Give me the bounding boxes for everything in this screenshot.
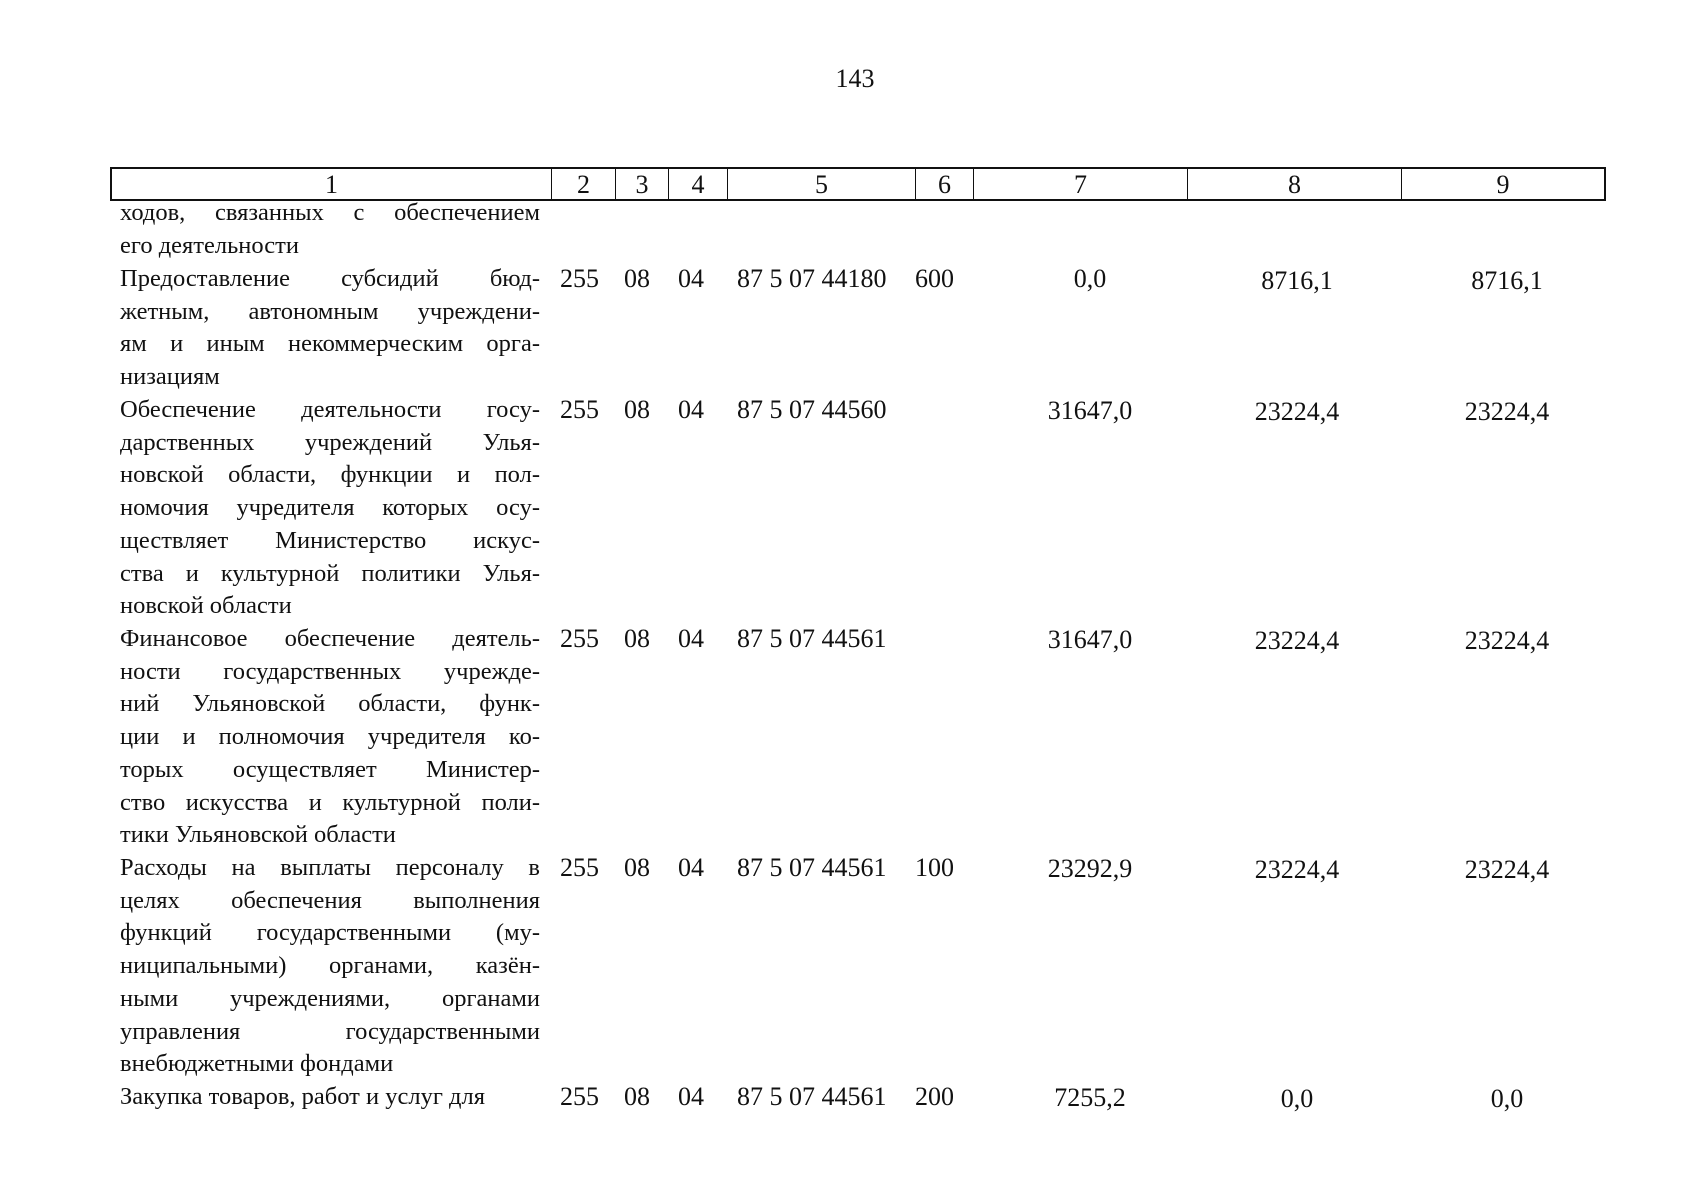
description-line: Обеспечение деятельности госу- (120, 396, 540, 423)
row-description (120, 1081, 540, 1114)
header-col-5: 5 (728, 169, 916, 199)
description-line: Предоставление субсидий бюд- (120, 265, 540, 292)
header-col-3: 3 (616, 169, 669, 199)
description-line: его деятельности (120, 231, 299, 259)
row-description (120, 263, 540, 394)
cell-amount-col7: 0,0 (1073, 264, 1107, 293)
cell-ministry-code: 255 (560, 264, 599, 293)
cell-subsection: 04 (678, 853, 704, 882)
description-line: ям и иным некоммерческим орга- (120, 330, 540, 358)
cell-section: 08 (624, 853, 650, 882)
cell-amount-col9: 23224,4 (1464, 626, 1550, 655)
table-header (110, 167, 1606, 201)
cell-amount-col9: 0,0 (1490, 1084, 1524, 1113)
cell-ministry-code: 255 (560, 853, 599, 882)
description-line: торых осуществляет Министер- (120, 755, 540, 783)
description-line: тики Ульяновской области (120, 821, 396, 849)
cell-amount-col9: 23224,4 (1464, 397, 1550, 426)
description-line: номочия учредителя которых осу- (120, 494, 540, 522)
description-line: ство искусства и культурной поли- (120, 788, 540, 816)
cell-expense-type: 600 (915, 264, 954, 293)
header-col-7: 7 (974, 169, 1188, 199)
cell-target-article: 87 5 07 44180 (737, 264, 887, 293)
row-description (120, 197, 540, 262)
cell-amount-col8: 0,0 (1280, 1084, 1314, 1113)
header-col-4: 4 (669, 169, 728, 199)
cell-subsection: 04 (678, 395, 704, 424)
description-line: ществляет Министерство искус- (120, 526, 540, 554)
cell-ministry-code: 255 (560, 395, 599, 424)
description-line: ства и культурной политики Улья- (120, 559, 540, 587)
description-line: ности государственных учрежде- (120, 657, 540, 685)
cell-amount-col8: 23224,4 (1254, 855, 1340, 884)
cell-subsection: 04 (678, 624, 704, 653)
header-col-1: 1 (112, 169, 552, 199)
cell-ministry-code: 255 (560, 1082, 599, 1111)
cell-ministry-code: 255 (560, 624, 599, 653)
cell-amount-col7: 31647,0 (1047, 396, 1133, 425)
cell-section: 08 (624, 395, 650, 424)
cell-amount-col7: 31647,0 (1047, 625, 1133, 654)
cell-target-article: 87 5 07 44561 (737, 624, 887, 653)
description-line: жетным, автономным учреждени- (120, 297, 540, 325)
description-line: дарственных учреждений Улья- (120, 428, 540, 456)
header-col-9: 9 (1496, 170, 1510, 199)
row-description (120, 852, 540, 1081)
row-description (120, 623, 540, 852)
description-line: управления государственными (120, 1017, 540, 1045)
header-col-8: 8 (1188, 169, 1402, 199)
cell-amount-col8: 8716,1 (1261, 266, 1333, 295)
cell-subsection: 04 (678, 264, 704, 293)
description-line: Закупка товаров, работ и услуг для (120, 1083, 485, 1110)
cell-amount-col9: 8716,1 (1471, 266, 1543, 295)
description-line: ний Ульяновской области, функ- (120, 690, 540, 718)
header-col-6: 6 (916, 169, 974, 199)
cell-section: 08 (624, 264, 650, 293)
cell-amount-col8: 23224,4 (1254, 397, 1340, 426)
cell-amount-col7: 7255,2 (1054, 1083, 1126, 1112)
description-line: низациям (120, 363, 220, 391)
description-line: внебюджетными фондами (120, 1050, 394, 1078)
page-number: 143 (835, 64, 875, 93)
header-col-2: 2 (552, 169, 616, 199)
cell-target-article: 87 5 07 44561 (737, 1082, 887, 1111)
description-line: ными учреждениями, органами (120, 984, 540, 1012)
cell-expense-type: 100 (915, 853, 954, 882)
description-line: Расходы на выплаты персоналу в (120, 854, 540, 881)
description-line: функций государственными (му- (120, 919, 540, 947)
cell-target-article: 87 5 07 44561 (737, 853, 887, 882)
description-line: ции и полномочия учредителя ко- (120, 723, 540, 751)
description-line: новской области (120, 592, 292, 620)
cell-subsection: 04 (678, 1082, 704, 1111)
cell-section: 08 (624, 1082, 650, 1111)
description-line: ходов, связанных с обеспечением (120, 199, 540, 226)
row-description (120, 394, 540, 623)
cell-target-article: 87 5 07 44560 (737, 395, 887, 424)
cell-amount-col9: 23224,4 (1464, 855, 1550, 884)
cell-expense-type: 200 (915, 1082, 954, 1111)
description-line: ниципальными) органами, казён- (120, 952, 540, 980)
cell-section: 08 (624, 624, 650, 653)
description-line: новской области, функции и пол- (120, 461, 540, 489)
cell-amount-col8: 23224,4 (1254, 626, 1340, 655)
cell-amount-col7: 23292,9 (1047, 854, 1133, 883)
description-line: целях обеспечения выполнения (120, 886, 540, 914)
description-line: Финансовое обеспечение деятель- (120, 625, 540, 652)
